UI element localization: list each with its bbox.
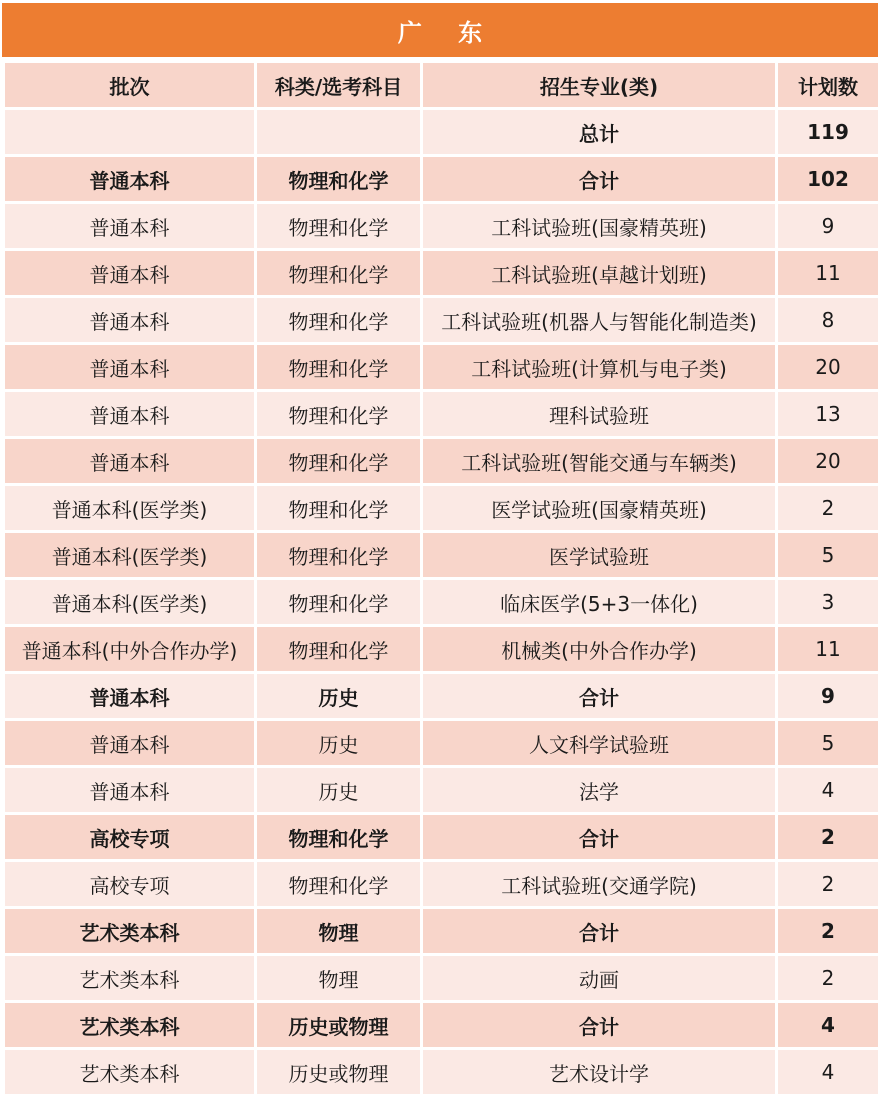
table-row: [4, 626, 880, 673]
cell-subject: 物理和化学: [256, 438, 422, 485]
table-row: [4, 344, 880, 391]
cell-plan-count: 20: [777, 438, 880, 485]
cell-major: 医学试验班: [422, 532, 777, 579]
table-row: [4, 720, 880, 767]
cell-major: 动画: [422, 955, 777, 1002]
header-major: 招生专业(类): [422, 62, 777, 109]
cell-batch: 普通本科(医学类): [4, 579, 256, 626]
cell-plan-count: 13: [777, 391, 880, 438]
cell-major: 合计: [422, 908, 777, 955]
cell-major: 工科试验班(国豪精英班): [422, 203, 777, 250]
cell-subject: 物理和化学: [256, 297, 422, 344]
cell-batch: 普通本科: [4, 438, 256, 485]
cell-subject: 物理和化学: [256, 344, 422, 391]
cell-subject: 历史: [256, 673, 422, 720]
cell-plan-count: 5: [777, 720, 880, 767]
table-row: [4, 579, 880, 626]
cell-batch: 普通本科(医学类): [4, 532, 256, 579]
table-subtotal-row: [4, 1002, 880, 1049]
cell-major: 机械类(中外合作办学): [422, 626, 777, 673]
cell-subject: 物理和化学: [256, 156, 422, 203]
cell-batch: 普通本科: [4, 203, 256, 250]
cell-batch: 高校专项: [4, 861, 256, 908]
cell-plan-count: 2: [777, 485, 880, 532]
cell-major: 合计: [422, 156, 777, 203]
table-row: [4, 532, 880, 579]
cell-batch: 艺术类本科: [4, 908, 256, 955]
cell-plan-count: 2: [777, 908, 880, 955]
table-row: [4, 955, 880, 1002]
cell-subject: 物理和化学: [256, 203, 422, 250]
cell-plan-count: 11: [777, 250, 880, 297]
table-subtotal-row: [4, 814, 880, 861]
cell-subject: 历史或物理: [256, 1002, 422, 1049]
cell-batch: 艺术类本科: [4, 1049, 256, 1096]
cell-major: 法学: [422, 767, 777, 814]
cell-subject: 物理和化学: [256, 861, 422, 908]
cell-subject: 物理和化学: [256, 391, 422, 438]
cell-major: 理科试验班: [422, 391, 777, 438]
table-row: [4, 250, 880, 297]
cell-batch: 艺术类本科: [4, 1002, 256, 1049]
cell-subject: 物理和化学: [256, 814, 422, 861]
table-header-row: [4, 62, 880, 109]
cell-plan-count: 3: [777, 579, 880, 626]
cell-plan-count: 4: [777, 1002, 880, 1049]
plan-table: [2, 60, 880, 1097]
table-row: [4, 203, 880, 250]
cell-major: 合计: [422, 1002, 777, 1049]
cell-subject: 物理: [256, 955, 422, 1002]
cell-subject: [256, 109, 422, 156]
cell-batch: 艺术类本科: [4, 955, 256, 1002]
cell-plan-count: 8: [777, 297, 880, 344]
cell-subject: 物理和化学: [256, 579, 422, 626]
table-subtotal-row: [4, 156, 880, 203]
table-row: [4, 438, 880, 485]
table-subtotal-row: [4, 673, 880, 720]
cell-plan-count: 2: [777, 814, 880, 861]
cell-subject: 物理: [256, 908, 422, 955]
cell-batch: 普通本科: [4, 673, 256, 720]
cell-batch: 普通本科: [4, 720, 256, 767]
cell-major: 临床医学(5+3一体化): [422, 579, 777, 626]
cell-major: 合计: [422, 814, 777, 861]
cell-major: 工科试验班(交通学院): [422, 861, 777, 908]
cell-major: 工科试验班(智能交通与车辆类): [422, 438, 777, 485]
table-row: [4, 391, 880, 438]
cell-plan-count: 9: [777, 673, 880, 720]
header-plan-count: 计划数: [777, 62, 880, 109]
table-row: [4, 767, 880, 814]
cell-major: 医学试验班(国豪精英班): [422, 485, 777, 532]
cell-plan-count: 9: [777, 203, 880, 250]
cell-major: 艺术设计学: [422, 1049, 777, 1096]
cell-major: 总计: [422, 109, 777, 156]
table-row: [4, 485, 880, 532]
cell-plan-count: 20: [777, 344, 880, 391]
cell-batch: 普通本科: [4, 767, 256, 814]
cell-plan-count: 4: [777, 1049, 880, 1096]
cell-batch: 普通本科(医学类): [4, 485, 256, 532]
cell-subject: 历史: [256, 720, 422, 767]
page-title: 广 东: [2, 3, 878, 57]
header-batch: 批次: [4, 62, 256, 109]
table-subtotal-row: [4, 908, 880, 955]
cell-major: 工科试验班(计算机与电子类): [422, 344, 777, 391]
cell-plan-count: 119: [777, 109, 880, 156]
cell-batch: 普通本科: [4, 297, 256, 344]
cell-plan-count: 11: [777, 626, 880, 673]
cell-subject: 物理和化学: [256, 250, 422, 297]
enrollment-plan: [2, 0, 878, 1097]
table-subtotal-row: [4, 109, 880, 156]
cell-subject: 物理和化学: [256, 485, 422, 532]
cell-major: 工科试验班(卓越计划班): [422, 250, 777, 297]
cell-plan-count: 2: [777, 955, 880, 1002]
cell-subject: 历史: [256, 767, 422, 814]
cell-major: 合计: [422, 673, 777, 720]
cell-batch: 普通本科: [4, 250, 256, 297]
cell-subject: 物理和化学: [256, 626, 422, 673]
header-subject: 科类/选考科目: [256, 62, 422, 109]
table-row: [4, 1049, 880, 1096]
cell-batch: [4, 109, 256, 156]
table-row: [4, 861, 880, 908]
cell-plan-count: 4: [777, 767, 880, 814]
cell-major: 工科试验班(机器人与智能化制造类): [422, 297, 777, 344]
cell-plan-count: 5: [777, 532, 880, 579]
cell-major: 人文科学试验班: [422, 720, 777, 767]
cell-plan-count: 2: [777, 861, 880, 908]
table-row: [4, 297, 880, 344]
cell-batch: 普通本科: [4, 344, 256, 391]
cell-batch: 普通本科: [4, 156, 256, 203]
cell-batch: 普通本科: [4, 391, 256, 438]
cell-subject: 历史或物理: [256, 1049, 422, 1096]
cell-batch: 高校专项: [4, 814, 256, 861]
table-body: [4, 109, 880, 1096]
cell-subject: 物理和化学: [256, 532, 422, 579]
cell-plan-count: 102: [777, 156, 880, 203]
cell-batch: 普通本科(中外合作办学): [4, 626, 256, 673]
